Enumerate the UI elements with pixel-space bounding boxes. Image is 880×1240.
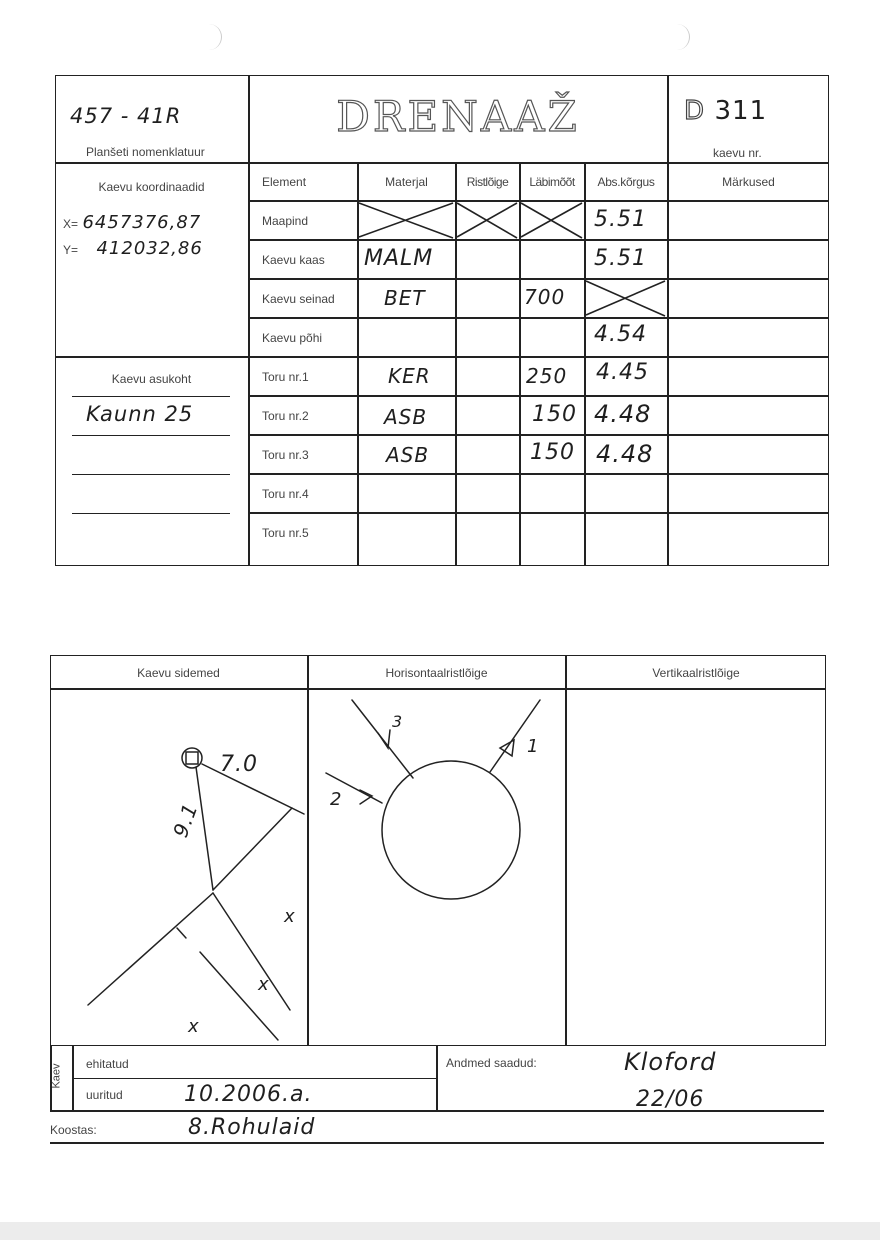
scan-edge: [0, 1222, 880, 1240]
material-value: ASB: [386, 443, 430, 467]
table-row-element: Toru nr.5: [262, 526, 309, 540]
material-value: BET: [384, 286, 426, 310]
location-label: Kaevu asukoht: [111, 372, 192, 386]
table-row-element: Maapind: [262, 214, 309, 228]
data-received-label: Andmed saadud:: [446, 1056, 537, 1070]
table-row-element: Kaevu seinad: [262, 292, 335, 306]
abs-height-value: 4.48: [594, 400, 652, 428]
dimension-9: 9.1: [168, 799, 203, 841]
col-cross-section: Ristlõige: [466, 175, 509, 189]
well-symbol-icon: [182, 748, 202, 768]
dimension-7: 7.0: [220, 752, 258, 777]
form-title: DRENAAŽ: [336, 92, 580, 141]
diameter-value: 700: [524, 285, 566, 309]
built-label: ehitatud: [86, 1057, 129, 1071]
surveyed-label: uuritud: [86, 1088, 123, 1102]
well-prefix: D: [684, 96, 705, 126]
location-value: Kaunn 25: [86, 402, 194, 426]
abs-height-value: 4.48: [596, 440, 654, 468]
table-row-element: Kaevu kaas: [262, 253, 325, 267]
pipe-number-3: 3: [392, 712, 404, 731]
well-label: kaevu nr.: [713, 146, 762, 160]
y-label: Y=: [63, 243, 79, 257]
col-notes: Märkused: [722, 175, 775, 189]
x-label: X=: [63, 217, 79, 231]
pipe-number-1: 1: [527, 736, 540, 757]
panel-title-vertical: Vertikaalristlõige: [652, 666, 740, 680]
table-row-element: Toru nr.3: [262, 448, 309, 462]
surveyed-value: 10.2006.a.: [184, 1082, 313, 1107]
abs-height-value: 5.51: [594, 207, 647, 232]
well-cross-section: [382, 761, 520, 899]
pipe-number-2: 2: [330, 789, 343, 810]
arrow-icon: [378, 730, 390, 748]
compiled-value: 8.Rohulaid: [188, 1115, 316, 1140]
coordinates-label: Kaevu koordinaadid: [98, 180, 205, 194]
grid-line: [50, 1110, 824, 1112]
pipe-mark-x: x: [188, 1016, 200, 1037]
y-value: 412032,86: [96, 238, 203, 259]
pipe-mark-x: x: [284, 906, 296, 927]
col-diameter: Läbimõõt: [529, 175, 575, 189]
table-row-element: Kaevu põhi: [262, 331, 323, 345]
material-value: KER: [388, 364, 431, 388]
col-material: Materjal: [385, 175, 428, 189]
table-row-element: Toru nr.1: [262, 370, 309, 384]
well-number: 311: [714, 96, 768, 126]
data-received-value: Kloford: [624, 1048, 717, 1076]
table-row-element: Toru nr.4: [262, 487, 309, 501]
abs-height-value: 4.54: [594, 322, 647, 347]
diameter-value: 250: [526, 364, 568, 388]
x-value: 6457376,87: [82, 212, 202, 233]
data-received-date: 22/06: [636, 1087, 705, 1112]
panel-title-connections: Kaevu sidemed: [137, 666, 220, 680]
material-value: MALM: [364, 246, 434, 271]
footer-side-label: Kaev: [50, 1063, 63, 1089]
compiled-label: Koostas:: [50, 1123, 97, 1137]
material-value: ASB: [384, 405, 428, 429]
pipe-mark-x: x: [258, 974, 270, 995]
sheet-number: 457 - 41R: [70, 104, 182, 128]
panel-title-horizontal: Horisontaalristlõige: [385, 666, 488, 680]
abs-height-value: 5.51: [594, 246, 647, 271]
table-row-element: Toru nr.2: [262, 409, 309, 423]
sheet-label: Planšeti nomenklatuur: [86, 145, 205, 159]
col-abs-height: Abs.kõrgus: [597, 175, 655, 189]
diameter-value: 150: [532, 402, 577, 427]
grid-line: [436, 1046, 438, 1110]
grid-line: [72, 1078, 436, 1079]
grid-line: [50, 1142, 824, 1144]
col-element: Element: [262, 175, 307, 189]
diameter-value: 150: [530, 440, 575, 465]
abs-height-value: 4.45: [596, 360, 649, 385]
